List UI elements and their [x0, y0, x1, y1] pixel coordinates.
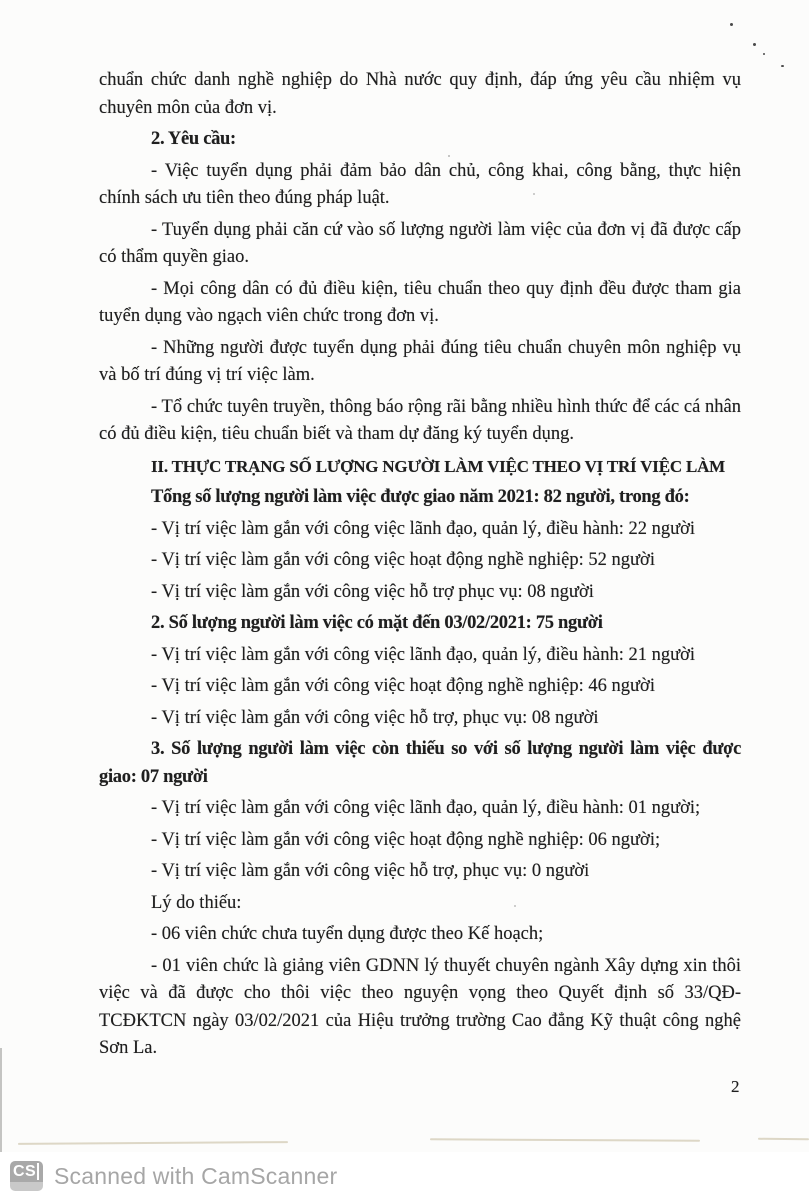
paragraph: Tổng số lượng người làm việc được giao năm 2021: 82 người, trong đó: — [151, 487, 690, 507]
scan-smudge — [18, 1141, 288, 1145]
paragraph: Lý do thiếu: — [151, 892, 242, 913]
paragraph: 2. Yêu cầu: — [151, 129, 236, 149]
camscanner-logo-bar — [37, 1163, 39, 1180]
paragraph: - Vị trí việc làm gắn với công việc hoạt động nghề nghiệp: 52 người — [151, 550, 655, 570]
paragraph: II. THỰC TRẠNG SỐ LƯỢNG NGƯỜI LÀM VIỆC THEO VỊ TRÍ VIỆC LÀM — [151, 456, 726, 476]
page-number: 2 — [731, 1077, 740, 1096]
paragraph: - Vị trí việc làm gắn với công việc lãnh đạo, quản lý, điều hành: 21 người — [151, 644, 696, 665]
scan-smudge — [430, 1138, 700, 1141]
paragraph: - Mọi công dân có đủ điều kiện, tiêu chuẩn theo quy định đều được tham gia tuyển dụng vào ngạch viên chức trong đơn vị. — [99, 278, 741, 326]
camscanner-logo-text: CS — [13, 1163, 37, 1180]
paragraph: - Vị trí việc làm gắn với công việc hỗ trợ, phục vụ: 08 người — [151, 707, 599, 728]
document-content — [99, 67, 741, 1067]
paragraph: - 06 viên chức chưa tuyển dụng được theo Kế hoạch; — [151, 924, 544, 944]
paragraph: - Việc tuyển dụng phải đảm bảo dân chủ, công khai, công bằng, thực hiện chính sách ưu tiên theo đúng pháp luật. — [99, 160, 741, 208]
paragraph: - Vị trí việc làm gắn với công việc hỗ trợ phục vụ: 08 người — [151, 581, 594, 602]
camscanner-logo-icon — [10, 1161, 43, 1191]
scan-smudge — [758, 1138, 809, 1140]
paragraph: - Vị trí việc làm gắn với công việc hỗ trợ, phục vụ: 0 người — [151, 861, 590, 881]
paragraph: - Vị trí việc làm gắn với công việc hoạt động nghề nghiệp: 46 người — [151, 676, 655, 696]
paragraph: - 01 viên chức là giảng viên GDNN lý thuyết chuyên ngành Xây dựng xin thôi việc và đã được cho thôi việc theo nguyện vọng theo Quyết định số 33/QĐ-TCĐKTCN ngày 03/02/2021 của Hiệu trưởng trường Cao đẳng Kỹ thuật công nghệ Sơn La. — [99, 955, 741, 1058]
scan-speck — [730, 23, 733, 26]
camscanner-footer — [0, 1152, 809, 1200]
paragraph: - Vị trí việc làm gắn với công việc lãnh đạo, quản lý, điều hành: 01 người; — [151, 798, 701, 818]
paragraph: 2. Số lượng người làm việc có mặt đến 03/02/2021: 75 người — [151, 613, 603, 633]
paragraph: - Tuyển dụng phải căn cứ vào số lượng người làm việc của đơn vị đã được cấp có thẩm quyền giao. — [99, 219, 741, 267]
paragraph: 3. Số lượng người làm việc còn thiếu so với số lượng người làm việc được giao: 07 người — [99, 739, 741, 787]
scan-speck — [753, 43, 756, 46]
paragraph: chuẩn chức danh nghề nghiệp do Nhà nước quy định, đáp ứng yêu cầu nhiệm vụ chuyên môn của đơn vị. — [99, 70, 741, 118]
paragraph: - Những người được tuyển dụng phải đúng tiêu chuẩn chuyên môn nghiệp vụ và bố trí đúng vị trí việc làm. — [99, 337, 741, 385]
camscanner-watermark-label: Scanned with CamScanner — [54, 1162, 338, 1189]
paragraph: - Vị trí việc làm gắn với công việc lãnh đạo, quản lý, điều hành: 22 người — [151, 518, 696, 539]
paragraph: - Tổ chức tuyên truyền, thông báo rộng rãi bằng nhiều hình thức để các cá nhân có đủ điều kiện, tiêu chuẩn biết và tham dự đăng ký tuyển dụng. — [99, 396, 741, 444]
paragraph: - Vị trí việc làm gắn với công việc hoạt động nghề nghiệp: 06 người; — [151, 829, 661, 850]
scan-speck — [781, 65, 784, 67]
scan-speck — [763, 53, 765, 55]
